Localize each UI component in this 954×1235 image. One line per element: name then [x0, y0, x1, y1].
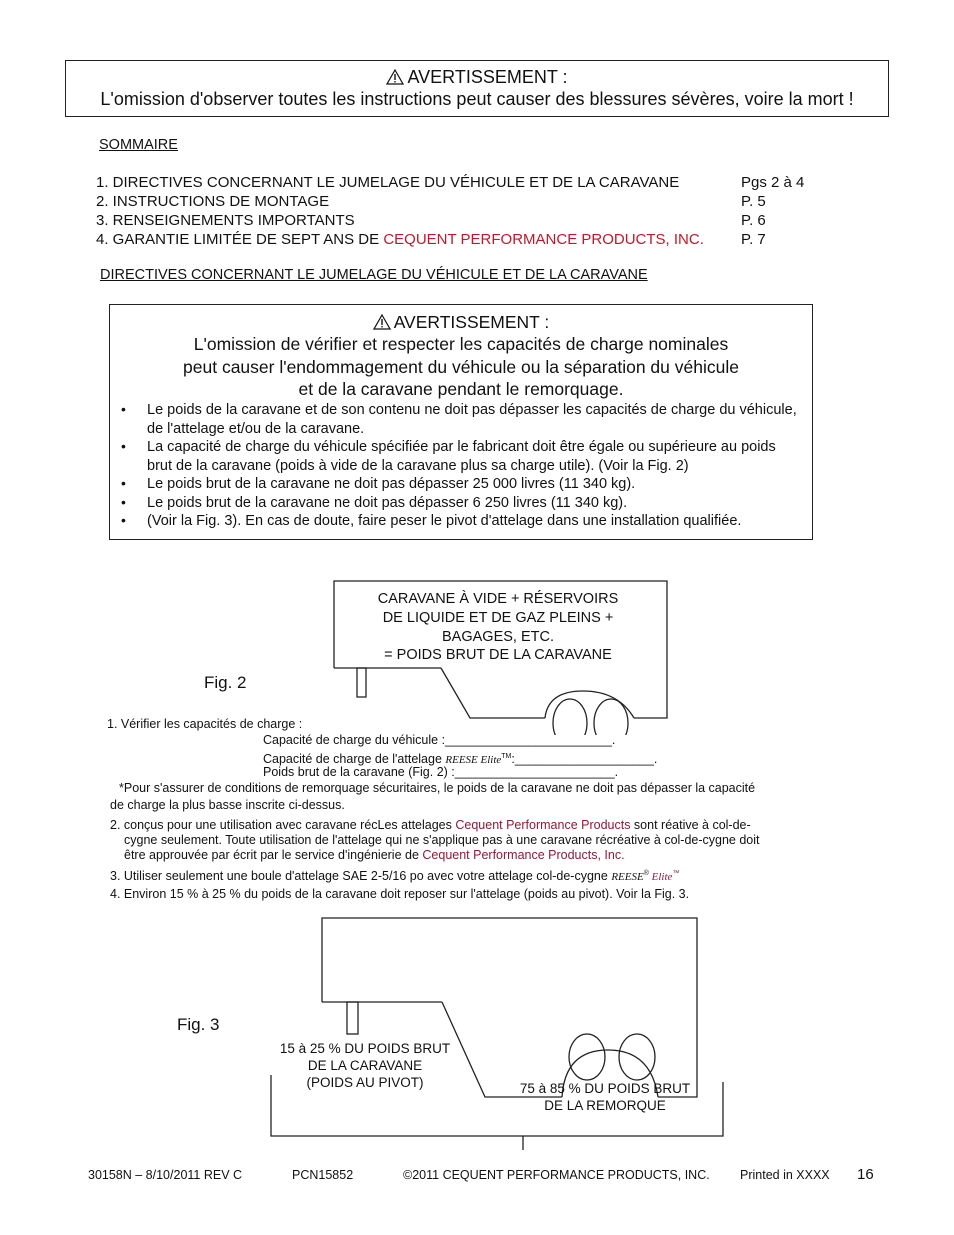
footer-printed: Printed in XXXX	[740, 1168, 830, 1182]
fig3-label: Fig. 3	[177, 1015, 220, 1034]
toc-item-1: 1. DIRECTIVES CONCERNANT LE JUMELAGE DU VÉHICULE ET DE LA CARAVANE Pgs 2 à 4	[96, 174, 805, 191]
item-4: 4. Environ 15 % à 25 % du poids de la caravane doit reposer sur l'attelage (poids au pivot). Voir la Fig. 3.	[110, 887, 690, 901]
capacity-warning-line-2: peut causer l'endommagement du véhicule ou la séparation du véhicule	[183, 356, 739, 377]
toc-item-2: 2. INSTRUCTIONS DE MONTAGE P. 5	[96, 193, 766, 210]
top-warning-text: L'omission d'observer toutes les instructions peut causer des blessures sévères, voire la mort !	[100, 89, 854, 109]
fig3-axle-weight-text: 75 à 85 % DU POIDS BRUT DE LA REMORQUE	[519, 1081, 691, 1113]
top-warning-box	[65, 60, 889, 117]
footer-doc-number: 30158N – 8/10/2011 REV C	[88, 1168, 243, 1182]
bullet-list: • Le poids de la caravane et de son contenu ne doit pas dépasser les capacités de charge du véhicule, de l'attelage et/ou de la caravane. • La capacité de charge du véhicule spécifiée par le fabricant doit être égale ou supérieure au poids brut de la caravane (poids à vide de la caravane plus sa charge utile). (Voir la Fig. 2) • Le poids brut de la caravane ne doit pas dépasser 25 000 livres (11 340 kg). • Le poids brut de la caravane ne doit pas dépasser 6 250 livres (11 340 kg). • (Voir la Fig. 3). En cas de doute, faire peser le pivot d'attelage dans une installation qualifiée.	[121, 401, 797, 529]
sommaire-heading: SOMMAIRE	[99, 137, 178, 153]
top-warning-title-row	[66, 67, 888, 88]
fig3-pivot-weight-text: 15 à 25 % DU POIDS BRUT DE LA CARAVANE (POIDS AU PIVOT)	[279, 1041, 451, 1090]
fig2-label: Fig. 2	[204, 673, 247, 692]
safety-note-line-2: de charge la plus basse inscrite ci-dessus.	[110, 798, 345, 812]
toc-item-4: 4. GARANTIE LIMITÉE DE SEPT ANS DE CEQUENT PERFORMANCE PRODUCTS, INC. P. 7	[96, 231, 766, 248]
warning-triangle-icon	[386, 69, 404, 85]
gross-weight-line: Poids brut de la caravane (Fig. 2) :_______________________.	[263, 765, 619, 779]
brand-name: Cequent Performance Products, Inc.	[422, 848, 625, 862]
hitch-capacity-line: Capacité de charge de l'attelage REESE Elite™:____________________.	[263, 752, 658, 767]
safety-note-line-1: *Pour s'assurer de conditions de remorquage sécuritaires, le poids de la caravane ne doit pas dépasser la capacité	[119, 781, 756, 795]
checks-intro: 1. Vérifier les capacités de charge :	[107, 717, 303, 731]
brand-name: Cequent Performance Products	[455, 818, 631, 832]
vehicle-capacity-line: Capacité de charge du véhicule :________________________.	[263, 733, 616, 747]
capacity-warning-box	[109, 304, 813, 540]
toc-page: P. 7	[741, 231, 766, 248]
footer-copyright: ©2011 CEQUENT PERFORMANCE PRODUCTS, INC.	[403, 1168, 710, 1182]
fig3-trailer-drawing	[260, 910, 740, 1155]
capacity-warning-line-1: L'omission de vérifier et respecter les capacités de charge nominales	[193, 334, 729, 354]
capacity-warning-title: AVERTISSEMENT :	[393, 312, 550, 332]
page-number: 16	[857, 1166, 874, 1183]
fig2-box-text: CARAVANE À VIDE + RÉSERVOIRS DE LIQUIDE ET DE GAZ PLEINS + BAGAGES, ETC. = POIDS BRUT DE LA CARAVANE	[377, 591, 619, 664]
toc-page: P. 5	[741, 193, 766, 210]
capacity-warning-line-3: et de la caravane pendant le remorquage.	[298, 379, 624, 399]
top-warning-title: AVERTISSEMENT :	[407, 67, 568, 87]
toc-page: Pgs 2 à 4	[741, 174, 805, 191]
capacity-warning-title-row	[110, 312, 812, 333]
warning-triangle-icon	[373, 314, 391, 330]
brand-name: CEQUENT PERFORMANCE PRODUCTS, INC.	[383, 231, 704, 248]
toc-page: P. 6	[741, 212, 766, 229]
footer-pcn: PCN15852	[292, 1168, 354, 1182]
item-2: 2. conçus pour une utilisation avec caravane récLes attelages Cequent Performance Products sont réative à col-de- cygne seulement. Toute utilisation de l'attelage qui ne s'applique pas à une caravane récréative à col-de-cygne doit être approuvée par écrit par le service d'ingénierie de Cequent Performance Products, Inc.	[110, 818, 760, 862]
item-3: 3. Utiliser seulement une boule d'attelage SAE 2-5/16 po avec votre attelage col-de-cygne REESE® Elite™	[110, 869, 680, 884]
section-heading: DIRECTIVES CONCERNANT LE JUMELAGE DU VÉHICULE ET DE LA CARAVANE	[100, 267, 648, 283]
toc-item-3: 3. RENSEIGNEMENTS IMPORTANTS P. 6	[96, 212, 766, 229]
